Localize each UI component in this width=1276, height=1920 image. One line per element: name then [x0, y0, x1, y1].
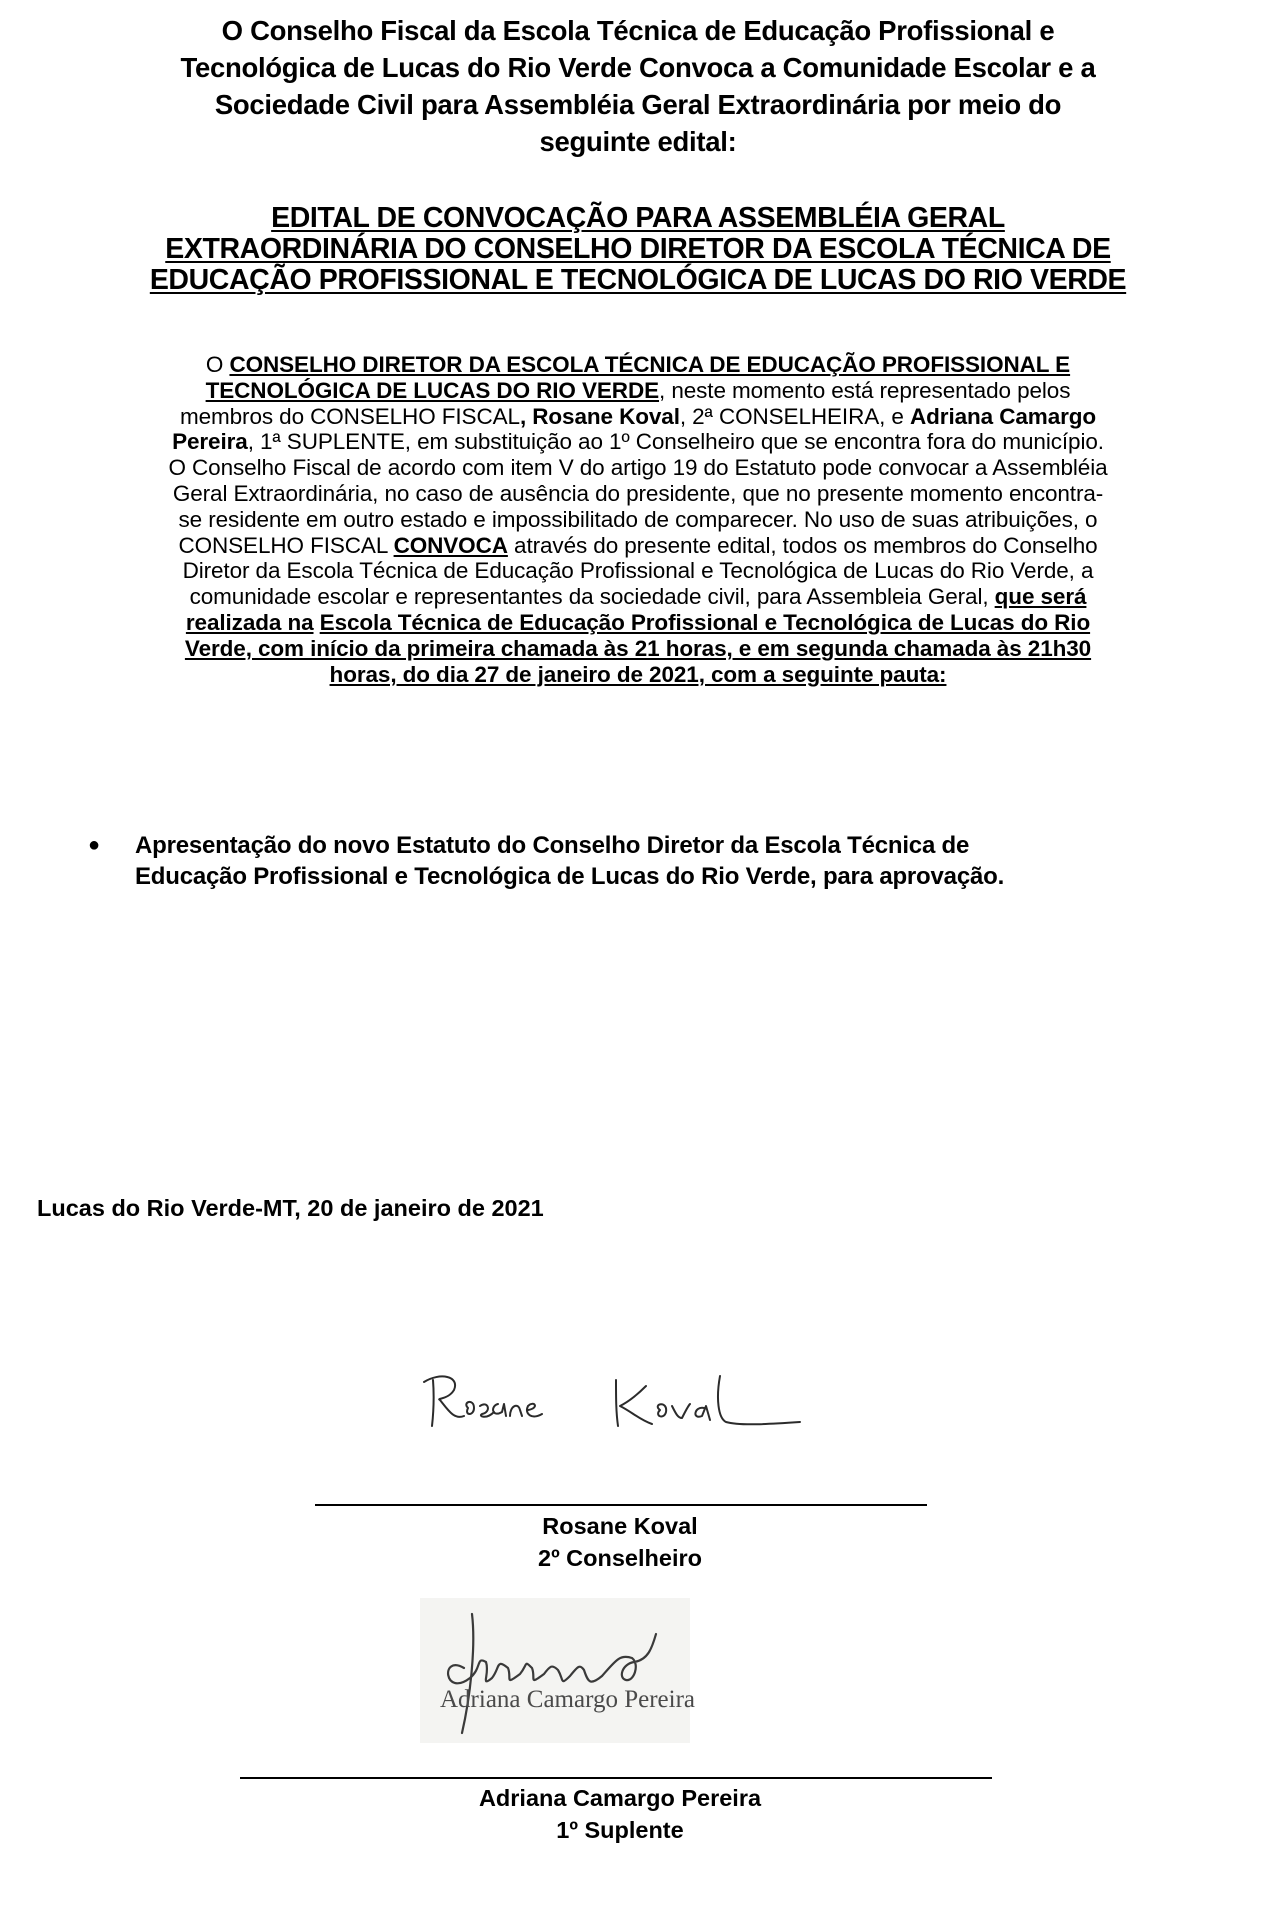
meeting-time: Verde, com início da primeira chamada às 21 horas, e em segunda chamada às 21h30	[184, 635, 1092, 661]
signatory-name: Adriana Camargo Pereira	[478, 1785, 762, 1811]
agenda-item-text: Educação Profissional e Tecnológica de Lucas do Rio Verde, para aprovação.	[135, 863, 1005, 890]
body-text: membros do CONSELHO FISCAL	[179, 403, 520, 429]
body-text: CONSELHO FISCAL	[178, 532, 394, 558]
bullet-icon: ●	[88, 834, 100, 856]
edital-title-line: EDITAL DE CONVOCAÇÃO PARA ASSEMBLÉIA GERAL	[271, 202, 1005, 234]
body-text: O	[205, 352, 230, 377]
edital-title-line: EDUCAÇÃO PROFISSIONAL E TECNOLÓGICA DE LUCAS DO RIO VERDE	[149, 264, 1127, 296]
intro-line: Sociedade Civil para Assembléia Geral Extraordinária por meio do	[214, 89, 1062, 120]
member-name: Adriana Camargo	[910, 403, 1097, 429]
signatory-role: 2º Conselheiro	[538, 1545, 702, 1571]
body-text: , 2ª CONSELHEIRA, e	[679, 403, 910, 429]
intro-line: seguinte edital:	[539, 126, 737, 157]
place-date: Lucas do Rio Verde-MT, 20 de janeiro de 2021	[37, 1195, 544, 1221]
meeting-details: realizada na	[185, 609, 314, 635]
signatory-caption	[0, 1782, 1240, 1846]
body-text: , neste momento está representado pelos	[659, 377, 1071, 403]
council-name: TECNOLÓGICA DE LUCAS DO RIO VERDE	[205, 377, 660, 403]
council-name: CONSELHO DIRETOR DA ESCOLA TÉCNICA DE EDUCAÇÃO PROFISSIONAL E	[229, 352, 1071, 377]
convoca-emphasis: CONVOCA	[393, 532, 508, 558]
intro-heading	[0, 12, 1276, 160]
edital-title	[0, 203, 1276, 296]
body-text: , 1ª SUPLENTE, em substituição ao 1º Conselheiro que se encontra fora do município.	[247, 429, 1104, 455]
body-paragraph	[0, 352, 1276, 687]
body-text: se residente em outro estado e impossibilitado de comparecer. No uso de suas atribuições, o	[178, 506, 1098, 532]
body-text: Diretor da Escola Técnica de Educação Profissional e Tecnológica de Lucas do Rio Verde, a	[182, 558, 1094, 584]
member-name: , Rosane Koval	[519, 403, 680, 429]
body-text: O Conselho Fiscal de acordo com item V do artigo 19 do Estatuto pode convocar a Assembléia	[168, 455, 1108, 481]
body-text: através do presente edital, todos os membros do Conselho	[507, 532, 1098, 558]
intro-line: O Conselho Fiscal da Escola Técnica de Educação Profissional e	[221, 15, 1055, 46]
signatory-caption	[0, 1510, 1240, 1574]
meeting-location: Escola Técnica de Educação Profissional e Tecnológica de Lucas do Rio	[319, 609, 1091, 635]
signatory-name: Rosane Koval	[542, 1513, 698, 1539]
signature-line	[240, 1777, 992, 1779]
signature-adriana-pereira	[420, 1598, 695, 1743]
signature-line	[315, 1504, 927, 1506]
signatory-role: 1º Suplente	[556, 1817, 684, 1843]
member-name: Pereira	[172, 429, 248, 455]
agenda-item-text: Apresentação do novo Estatuto do Conselho Diretor da Escola Técnica de	[135, 832, 970, 859]
intro-line: Tecnológica de Lucas do Rio Verde Convoca a Comunidade Escolar e a	[180, 52, 1096, 83]
meeting-details: que será	[994, 584, 1087, 610]
signature-rosane-koval	[420, 1368, 820, 1443]
body-text: comunidade escolar e representantes da sociedade civil, para Assembleia Geral,	[189, 584, 995, 610]
meeting-date: horas, do dia 27 de janeiro de 2021, com a seguinte pauta:	[329, 661, 947, 687]
signature-stamp-text: Adriana Camargo Pereira	[440, 1686, 695, 1713]
handwritten-signature-icon	[420, 1598, 690, 1743]
body-text: Geral Extraordinária, no caso de ausência do presidente, que no presente momento encontra-	[172, 480, 1104, 506]
edital-title-line: EXTRAORDINÁRIA DO CONSELHO DIRETOR DA ESCOLA TÉCNICA DE	[165, 233, 1111, 265]
handwritten-signature-icon	[420, 1368, 820, 1443]
